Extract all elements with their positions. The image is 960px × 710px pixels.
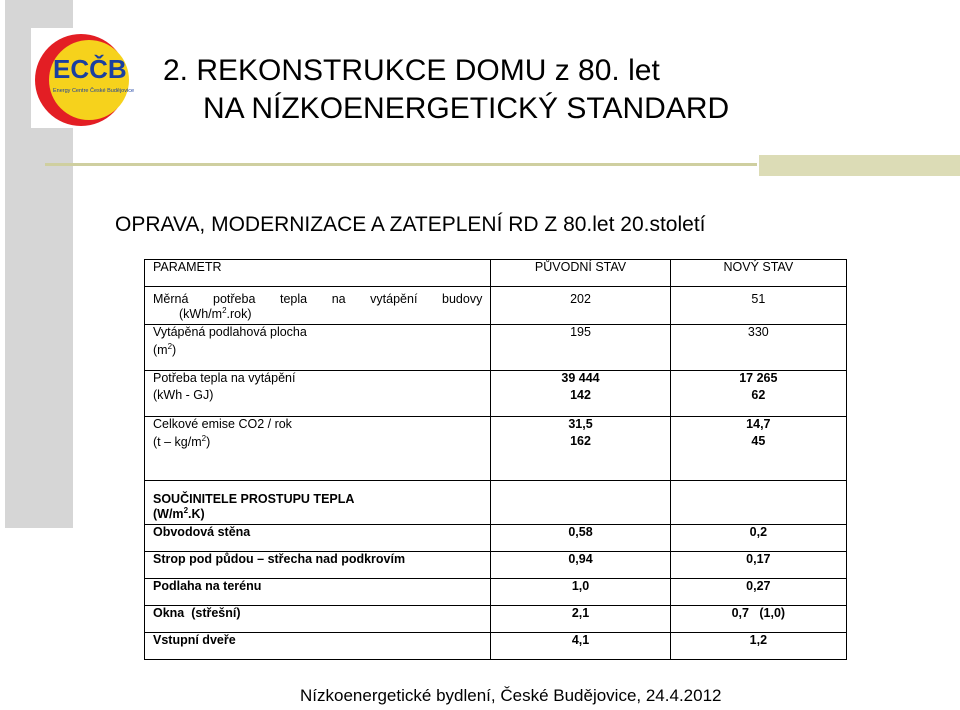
cell-old: 0,94 — [491, 552, 670, 579]
cell-old: 31,5 — [568, 417, 593, 431]
row-label: Obvodová stěna — [145, 525, 491, 552]
table-header-row — [145, 260, 847, 287]
cell-new: 45 — [751, 434, 766, 448]
page-title — [163, 52, 729, 128]
footer-text: Nízkoenergetické bydlení, České Budějovice, 24.4.2012 — [300, 686, 722, 705]
logo-text: ECČB — [53, 54, 127, 84]
title-divider — [45, 163, 757, 166]
cell-new: 0,17 — [670, 552, 846, 579]
cell-new: 0,2 — [670, 525, 846, 552]
section-row — [145, 481, 847, 525]
row-unit: $(t - kg/m^2)$ — [153, 434, 211, 450]
cell-new: 17 265 — [739, 371, 778, 385]
row-label: Měrná potřeba tepla na vytápění budovy — [153, 292, 483, 306]
table-row — [145, 371, 847, 417]
header-param: PARAMETR — [145, 260, 491, 287]
row-label: Celkové emise CO2 / rok — [153, 417, 292, 431]
cell-old: 39 444 — [561, 371, 600, 385]
section-unit: $(W/m^2.K)$ — [153, 505, 205, 521]
table-row — [145, 287, 847, 325]
cell-new: 14,7 — [746, 417, 771, 431]
table-row — [145, 417, 847, 481]
title-divider-accent — [759, 155, 960, 176]
cell-old: 162 — [570, 434, 591, 448]
cell-old: 142 — [570, 388, 591, 402]
row-label: Strop pod půdou – střecha nad podkrovím — [145, 552, 491, 579]
cell-old: 202 — [491, 287, 670, 325]
cell-old: 195 — [491, 325, 670, 371]
row-label: Podlaha na terénu — [145, 579, 491, 606]
row-unit: $(kWh/m^2.rok)$ — [179, 306, 252, 322]
title-line-2: NA NÍZKOENERGETICKÝ STANDARD — [203, 92, 730, 125]
row-label: Vstupní dveře — [145, 633, 491, 660]
table-row — [145, 525, 847, 552]
row-label: Vytápěná podlahová plocha — [153, 325, 307, 339]
cell-new: 51 — [670, 287, 846, 325]
row-label: Potřeba tepla na vytápění — [153, 371, 296, 385]
cell-old: 4,1 — [491, 633, 670, 660]
section-label: SOUČINITELE PROSTUPU TEPLA — [153, 491, 355, 506]
cell-old: 1,0 — [491, 579, 670, 606]
row-unit: $(m^2)$ — [153, 342, 177, 358]
table-row — [145, 552, 847, 579]
header-new: NOVÝ STAV — [670, 260, 846, 287]
parameter-table — [144, 259, 847, 660]
cell-new: 1,2 — [670, 633, 846, 660]
header-old: PŮVODNÍ STAV — [491, 260, 670, 287]
cell-old: 0,58 — [491, 525, 670, 552]
cell-old: 2,1 — [491, 606, 670, 633]
cell-new: 0,27 — [670, 579, 846, 606]
logo-subtext: Energy Centre České Budějovice — [53, 88, 135, 94]
row-label: Okna (střešní) — [145, 606, 491, 633]
subtitle: OPRAVA, MODERNIZACE A ZATEPLENÍ RD Z 80.let 20.století — [115, 213, 706, 236]
ecb-logo — [31, 28, 144, 128]
row-unit: (kWh - GJ) — [153, 388, 214, 402]
table-row — [145, 325, 847, 371]
title-line-1: 2. REKONSTRUKCE DOMU z 80. let — [163, 54, 660, 87]
table-row — [145, 606, 847, 633]
cell-new: 0,7 (1,0) — [670, 606, 846, 633]
cell-new: 330 — [670, 325, 846, 371]
table-row — [145, 633, 847, 660]
table-row — [145, 579, 847, 606]
cell-new: 62 — [751, 388, 766, 402]
